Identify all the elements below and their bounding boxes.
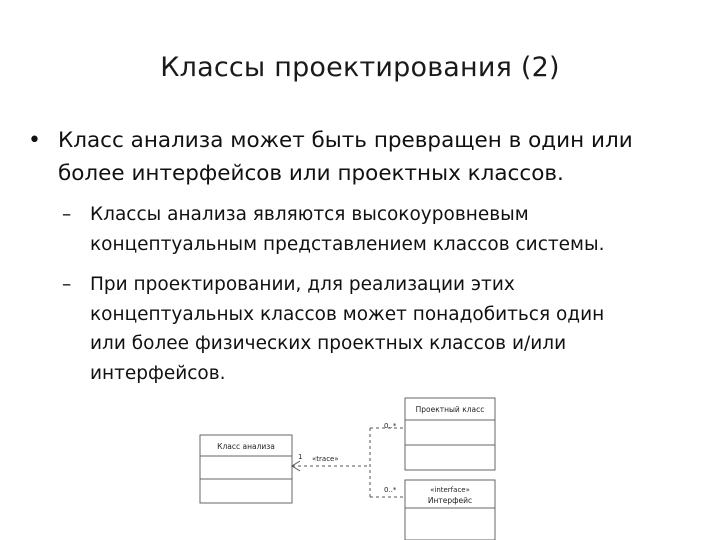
trace-label: «trace» [312, 455, 339, 463]
analysis-class-box [200, 435, 292, 503]
interface-box [405, 480, 495, 540]
bullet-marker: • [28, 128, 41, 153]
design-class-box [405, 398, 495, 470]
sub-bullet-2-marker: – [62, 274, 72, 295]
multiplicity-top: 0..* [384, 422, 397, 430]
slide-title: Классы проектирования (2) [160, 52, 560, 83]
sub-bullet-1-marker: – [62, 204, 72, 225]
interface-label: Интерфейс [427, 496, 473, 505]
multiplicity-bottom: 0..* [384, 486, 397, 494]
analysis-class-label: Класс анализа [217, 442, 275, 451]
sub-bullet-2-text: При проектировании, для реализации этих концептуальных классов может понадобиться один или более физических проектных классов и/или интерфейсов. [90, 274, 605, 384]
sub-bullet-1-text: Классы анализа являются высокоуровневым концептуальным представлением классов системы. [90, 204, 605, 255]
bullet-main-text: Класс анализа может быть превращен в один или более интерфейсов или проектных классов. [58, 128, 633, 186]
design-class-label: Проектный класс [415, 405, 485, 414]
multiplicity-one: 1 [298, 453, 303, 461]
interface-stereotype: «interface» [430, 486, 470, 494]
